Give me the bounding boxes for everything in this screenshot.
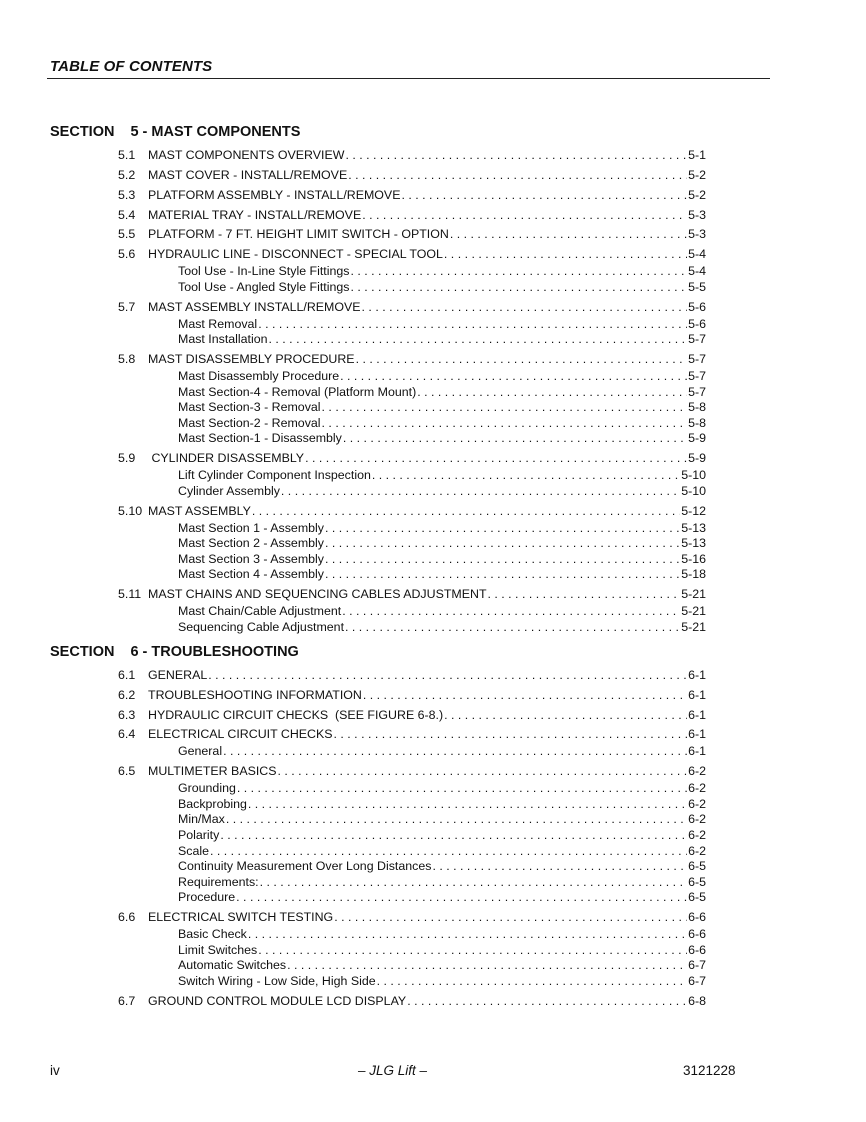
dot-leader xyxy=(210,844,687,858)
dot-leader xyxy=(248,797,687,811)
dot-leader xyxy=(362,300,688,314)
toc-entry-page: 5-10 xyxy=(681,484,706,498)
toc-entry-title: HYDRAULIC LINE - DISCONNECT - SPECIAL TOOL xyxy=(148,247,443,261)
dot-leader xyxy=(343,431,687,445)
toc-entry-title: CYLINDER DISASSEMBLY xyxy=(148,451,305,465)
dot-leader xyxy=(342,604,680,618)
dot-leader xyxy=(432,859,687,873)
toc-entry-title: Grounding xyxy=(178,781,236,795)
toc-entry-title: Tool Use - In-Line Style Fittings xyxy=(178,264,350,278)
dot-leader xyxy=(223,744,687,758)
dot-leader xyxy=(260,875,688,889)
toc-entry[interactable] xyxy=(118,764,706,778)
dot-leader xyxy=(237,781,687,795)
toc-entry-page: 5-4 xyxy=(688,247,706,261)
toc-entry[interactable] xyxy=(178,890,706,904)
toc-entry-title: MAST ASSEMBLY xyxy=(148,504,251,518)
toc-entry-page: 5-13 xyxy=(681,536,706,550)
toc-entry[interactable] xyxy=(178,521,706,535)
toc-entry-page: 5-21 xyxy=(681,620,706,634)
footer-publisher: – JLG Lift – xyxy=(358,1063,428,1078)
dot-leader xyxy=(345,148,687,162)
dot-leader xyxy=(305,451,687,465)
toc-entry-number: 5.1 xyxy=(118,148,136,162)
page-title: TABLE OF CONTENTS xyxy=(50,58,213,75)
toc-entry[interactable] xyxy=(118,688,706,702)
dot-leader xyxy=(236,890,687,904)
toc-entry-title: Min/Max xyxy=(178,812,225,826)
toc-entry-title: Mast Section-2 - Removal xyxy=(178,416,321,430)
dot-leader xyxy=(220,828,687,842)
dot-leader xyxy=(340,369,687,383)
dot-leader xyxy=(450,227,687,241)
toc-entry[interactable] xyxy=(118,504,706,518)
toc-entry-title: Tool Use - Angled Style Fittings xyxy=(178,280,350,294)
toc-entry[interactable] xyxy=(178,797,706,811)
toc-entry-title: Scale xyxy=(178,844,209,858)
toc-entry-number: 5.6 xyxy=(118,247,136,261)
toc-entry-title: Mast Section 1 - Assembly xyxy=(178,521,324,535)
toc-entry-number: 5.7 xyxy=(118,300,136,314)
toc-entry-title: Mast Disassembly Procedure xyxy=(178,369,340,383)
toc-entry-title: TROUBLESHOOTING INFORMATION xyxy=(148,688,362,702)
toc-entry[interactable] xyxy=(118,188,706,202)
toc-entry[interactable] xyxy=(118,708,706,722)
toc-entry-number: 5.3 xyxy=(118,188,136,202)
toc-entry[interactable] xyxy=(178,484,706,498)
toc-entry-title: GROUND CONTROL MODULE LCD DISPLAY xyxy=(148,994,407,1008)
toc-entry-page: 5-6 xyxy=(688,317,706,331)
section-label: SECTION xyxy=(50,644,115,660)
toc-entry[interactable] xyxy=(178,567,706,581)
dot-leader xyxy=(252,504,680,518)
toc-entry[interactable] xyxy=(118,587,706,601)
toc-entry[interactable] xyxy=(118,352,706,366)
toc-entry-number: 6.1 xyxy=(118,668,136,682)
toc-entry[interactable] xyxy=(178,958,706,972)
dot-leader xyxy=(269,332,688,346)
toc-entry-page: 6-2 xyxy=(688,828,706,842)
toc-entry-page: 5-6 xyxy=(688,300,706,314)
toc-entry[interactable] xyxy=(178,859,706,873)
toc-entry-page: 5-8 xyxy=(688,400,706,414)
toc-entry-page: 6-1 xyxy=(688,744,706,758)
toc-entry-title: Mast Chain/Cable Adjustment xyxy=(178,604,342,618)
toc-entry[interactable] xyxy=(178,604,706,618)
toc-entry-title: Basic Check xyxy=(178,927,247,941)
dot-leader xyxy=(208,668,687,682)
dot-leader xyxy=(407,994,687,1008)
toc-entry[interactable] xyxy=(178,781,706,795)
toc-entry-title: Mast Section 3 - Assembly xyxy=(178,552,324,566)
section-title: 5 - MAST COMPONENTS xyxy=(130,124,301,140)
toc-entry[interactable] xyxy=(178,875,706,889)
dot-leader xyxy=(334,910,687,924)
toc-entry-number: 5.8 xyxy=(118,352,136,366)
footer-page-number: iv xyxy=(50,1063,60,1078)
toc-entry[interactable] xyxy=(178,536,706,550)
toc-entry[interactable] xyxy=(178,280,706,294)
dot-leader xyxy=(356,352,688,366)
toc-entry-page: 5-21 xyxy=(681,604,706,618)
toc-entry-number: 5.9 xyxy=(118,451,136,465)
toc-entry-title: Mast Section 2 - Assembly xyxy=(178,536,324,550)
toc-entry-page: 6-2 xyxy=(688,764,706,778)
toc-entry-number: 6.4 xyxy=(118,727,136,741)
toc-entry-page: 6-6 xyxy=(688,910,706,924)
toc-entry[interactable] xyxy=(178,744,706,758)
toc-entry[interactable] xyxy=(118,451,706,465)
toc-entry-page: 6-1 xyxy=(688,668,706,682)
toc-entry[interactable] xyxy=(178,974,706,988)
toc-entry-page: 5-9 xyxy=(688,431,706,445)
toc-entry-page: 5-13 xyxy=(681,521,706,535)
dot-leader xyxy=(345,620,680,634)
toc-entry[interactable] xyxy=(178,400,706,414)
toc-entry-page: 6-5 xyxy=(688,875,706,889)
toc-entry[interactable] xyxy=(178,385,706,399)
dot-leader xyxy=(278,764,688,778)
toc-entry[interactable] xyxy=(178,468,706,482)
toc-entry-page: 5-2 xyxy=(688,188,706,202)
toc-entry-page: 5-1 xyxy=(688,148,706,162)
dot-leader xyxy=(350,280,687,294)
toc-entry[interactable] xyxy=(178,927,706,941)
toc-entry-title: ELECTRICAL CIRCUIT CHECKS xyxy=(148,727,333,741)
toc-entry[interactable] xyxy=(178,812,706,826)
toc-entry-number: 6.6 xyxy=(118,910,136,924)
toc-entry-title: Automatic Switches xyxy=(178,958,287,972)
toc-entry-title: Backprobing xyxy=(178,797,247,811)
toc-entry-page: 5-7 xyxy=(688,332,706,346)
toc-entry-title: General xyxy=(178,744,223,758)
section-heading xyxy=(50,124,300,140)
toc-entry-page: 6-2 xyxy=(688,781,706,795)
toc-entry-title: Mast Section-1 - Disassembly xyxy=(178,431,342,445)
dot-leader xyxy=(334,727,688,741)
toc-entry-page: 5-10 xyxy=(681,468,706,482)
toc-entry-page: 6-5 xyxy=(688,859,706,873)
toc-entry[interactable] xyxy=(178,332,706,346)
section-title: 6 - TROUBLESHOOTING xyxy=(130,644,299,660)
toc-entry-page: 6-7 xyxy=(688,974,706,988)
toc-entry-title: Mast Installation xyxy=(178,332,268,346)
toc-entry[interactable] xyxy=(178,431,706,445)
toc-entry-number: 5.2 xyxy=(118,168,136,182)
toc-entry[interactable] xyxy=(118,148,706,162)
toc-entry-page: 5-7 xyxy=(688,352,706,366)
dot-leader xyxy=(322,416,688,430)
toc-entry-page: 5-12 xyxy=(681,504,706,518)
toc-entry-title: Switch Wiring - Low Side, High Side xyxy=(178,974,376,988)
toc-entry-page: 5-2 xyxy=(688,168,706,182)
toc-entry-number: 6.3 xyxy=(118,708,136,722)
toc-entry-page: 6-1 xyxy=(688,727,706,741)
dot-leader xyxy=(350,264,687,278)
toc-entry[interactable] xyxy=(178,416,706,430)
toc-entry-number: 5.11 xyxy=(118,587,142,601)
toc-entry-title: Polarity xyxy=(178,828,220,842)
toc-entry-title: Mast Section 4 - Assembly xyxy=(178,567,324,581)
toc-entry-page: 5-3 xyxy=(688,208,706,222)
dot-leader xyxy=(287,958,687,972)
toc-entry[interactable] xyxy=(118,668,706,682)
toc-entry-page: 5-8 xyxy=(688,416,706,430)
toc-entry[interactable] xyxy=(178,828,706,842)
toc-entry-page: 5-3 xyxy=(688,227,706,241)
toc-entry-page: 6-7 xyxy=(688,958,706,972)
dot-leader xyxy=(401,188,687,202)
dot-leader xyxy=(362,208,687,222)
toc-entry-page: 6-2 xyxy=(688,844,706,858)
toc-entry-title: Limit Switches xyxy=(178,943,258,957)
toc-entry-title: ELECTRICAL SWITCH TESTING xyxy=(148,910,334,924)
toc-entry[interactable] xyxy=(178,943,706,957)
toc-entry-title: MAST ASSEMBLY INSTALL/REMOVE xyxy=(148,300,361,314)
toc-entry-page: 5-5 xyxy=(688,280,706,294)
toc-entry-number: 5.5 xyxy=(118,227,136,241)
toc-entry[interactable] xyxy=(118,910,706,924)
toc-entry[interactable] xyxy=(178,552,706,566)
toc-entry-page: 6-6 xyxy=(688,943,706,957)
dot-leader xyxy=(348,168,687,182)
toc-entry-title: Lift Cylinder Component Inspection xyxy=(178,468,371,482)
toc-entry-number: 6.5 xyxy=(118,764,136,778)
dot-leader xyxy=(325,567,680,581)
dot-leader xyxy=(258,943,687,957)
dot-leader xyxy=(444,708,687,722)
toc-entry-page: 5-18 xyxy=(681,567,706,581)
toc-entry-title: MAST CHAINS AND SEQUENCING CABLES ADJUSTMENT xyxy=(148,587,487,601)
toc-entry-page: 6-2 xyxy=(688,797,706,811)
footer-doc-number: 3121228 xyxy=(683,1063,736,1078)
toc-entry-page: 6-8 xyxy=(688,994,706,1008)
dot-leader xyxy=(363,688,687,702)
dot-leader xyxy=(258,317,687,331)
toc-entry-title: Requirements: xyxy=(178,875,259,889)
toc-entry[interactable] xyxy=(178,317,706,331)
toc-entry-page: 5-9 xyxy=(688,451,706,465)
toc-entry[interactable] xyxy=(178,844,706,858)
toc-entry-page: 6-6 xyxy=(688,927,706,941)
toc-entry[interactable] xyxy=(118,247,706,261)
dot-leader xyxy=(325,521,680,535)
toc-entry-title: PLATFORM - 7 FT. HEIGHT LIMIT SWITCH - OPTION xyxy=(148,227,449,241)
toc-entry-number: 5.4 xyxy=(118,208,136,222)
toc-entry-title: Cylinder Assembly xyxy=(178,484,280,498)
toc-entry-title: HYDRAULIC CIRCUIT CHECKS (SEE FIGURE 6-8.) xyxy=(148,708,444,722)
toc-entry-number: 5.10 xyxy=(118,504,143,518)
toc-entry-number: 6.7 xyxy=(118,994,136,1008)
toc-entry-title: Mast Removal xyxy=(178,317,258,331)
dot-leader xyxy=(322,400,688,414)
toc-entry[interactable] xyxy=(118,168,706,182)
toc-entry-title: Continuity Measurement Over Long Distances xyxy=(178,859,432,873)
dot-leader xyxy=(325,552,680,566)
toc-entry[interactable] xyxy=(178,620,706,634)
toc-entry-page: 6-1 xyxy=(688,688,706,702)
dot-leader xyxy=(226,812,687,826)
toc-entry[interactable] xyxy=(178,264,706,278)
toc-entry-title: Mast Section-3 - Removal xyxy=(178,400,321,414)
toc-entry[interactable] xyxy=(118,994,706,1008)
toc-entry-title: Sequencing Cable Adjustment xyxy=(178,620,345,634)
toc-entry[interactable] xyxy=(118,727,706,741)
toc-entry-page: 5-7 xyxy=(688,385,706,399)
toc-entry-title: MULTIMETER BASICS xyxy=(148,764,277,778)
toc-entry-number: 6.2 xyxy=(118,688,136,702)
dot-leader xyxy=(377,974,687,988)
toc-entry[interactable] xyxy=(118,300,706,314)
toc-entry-page: 5-21 xyxy=(681,587,706,601)
toc-entry-page: 6-5 xyxy=(688,890,706,904)
toc-entry-page: 6-1 xyxy=(688,708,706,722)
section-label: SECTION xyxy=(50,124,115,140)
toc-entry-title: Mast Section-4 - Removal (Platform Mount) xyxy=(178,385,417,399)
toc-entry[interactable] xyxy=(118,208,706,222)
toc-entry-title: MAST COVER - INSTALL/REMOVE xyxy=(148,168,348,182)
toc-entry[interactable] xyxy=(178,369,706,383)
dot-leader xyxy=(417,385,687,399)
dot-leader xyxy=(248,927,687,941)
dot-leader xyxy=(444,247,687,261)
section-heading xyxy=(50,644,299,660)
toc-entry-page: 5-4 xyxy=(688,264,706,278)
toc-entry-page: 5-16 xyxy=(681,552,706,566)
toc-entry-title: PLATFORM ASSEMBLY - INSTALL/REMOVE xyxy=(148,188,401,202)
toc-entry-page: 6-2 xyxy=(688,812,706,826)
dot-leader xyxy=(325,536,680,550)
header-divider xyxy=(47,78,770,79)
dot-leader xyxy=(488,587,681,601)
toc-entry-title: MAST DISASSEMBLY PROCEDURE xyxy=(148,352,355,366)
toc-entry-title: MAST COMPONENTS OVERVIEW xyxy=(148,148,345,162)
toc-entry[interactable] xyxy=(118,227,706,241)
toc-entry-title: GENERAL xyxy=(148,668,208,682)
toc-entry-page: 5-7 xyxy=(688,369,706,383)
toc-entry-title: Procedure xyxy=(178,890,236,904)
toc-entry-title: MATERIAL TRAY - INSTALL/REMOVE xyxy=(148,208,362,222)
dot-leader xyxy=(281,484,680,498)
dot-leader xyxy=(372,468,680,482)
